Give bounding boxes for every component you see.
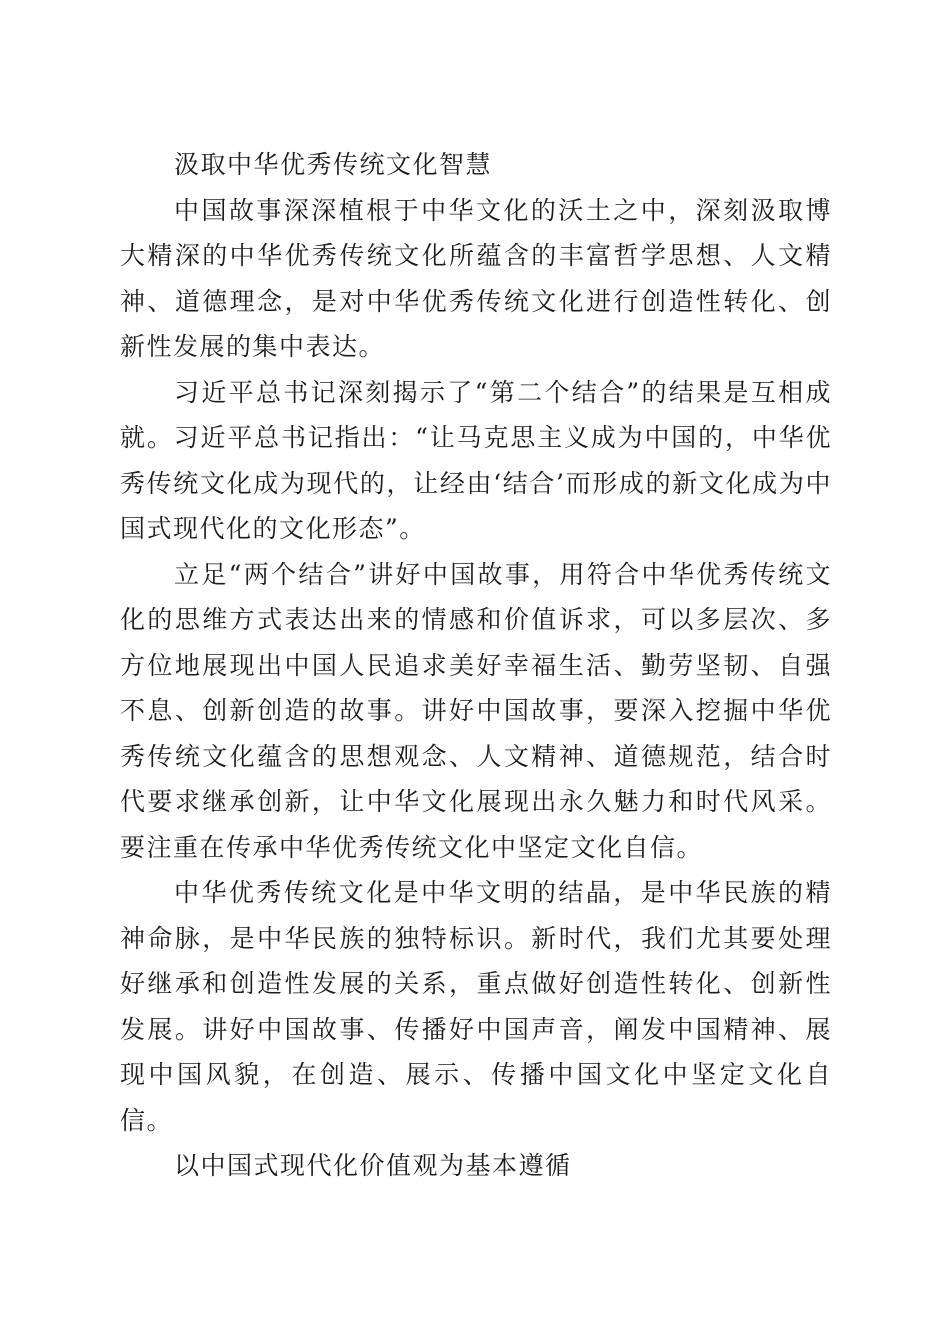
section-heading: 以中国式现代化价值观为基本遵循 [174, 1151, 572, 1180]
paragraph: 中国故事深深植根于中华文化的沃土之中，深刻汲取博大精深的中华优秀传统文化所蕴含的丰富哲学思想、人文精神、道德理念，是对中华优秀传统文化进行创造性转化、创新性发展的集中表达。 [120, 195, 832, 361]
document-body [120, 142, 832, 1189]
paragraph: 立足“两个结合”讲好中国故事，用符合中华优秀传统文化的思维方式表达出来的情感和价值诉求，可以多层次、多方位地展现出中国人民追求美好幸福生活、勤劳坚韧、自强不息、创新创造的故事。讲好中国故事，要深入挖掘中华优秀传统文化蕴含的思想观念、人文精神、道德规范，结合时代要求继承创新，让中华文化展现出永久魅力和时代风采。要注重在传承中华优秀传统文化中坚定文化自信。 [120, 559, 832, 862]
paragraph: 习近平总书记深刻揭示了“第二个结合”的结果是互相成就。习近平总书记指出：“让马克思主义成为中国的，中华优秀传统文化成为现代的，让经由‘结合’而形成的新文化成为中国式现代化的文化形态”。 [120, 377, 832, 543]
paragraph: 中华优秀传统文化是中华文明的结晶，是中华民族的精神命脉，是中华民族的独特标识。新时代，我们尤其要处理好继承和创造性发展的关系，重点做好创造性转化、创新性发展。讲好中国故事、传播好中国声音，阐发中国精神、展现中国风貌，在创造、展示、传播中国文化中坚定文化自信。 [120, 878, 832, 1135]
section-heading: 汲取中华优秀传统文化智慧 [174, 150, 493, 179]
